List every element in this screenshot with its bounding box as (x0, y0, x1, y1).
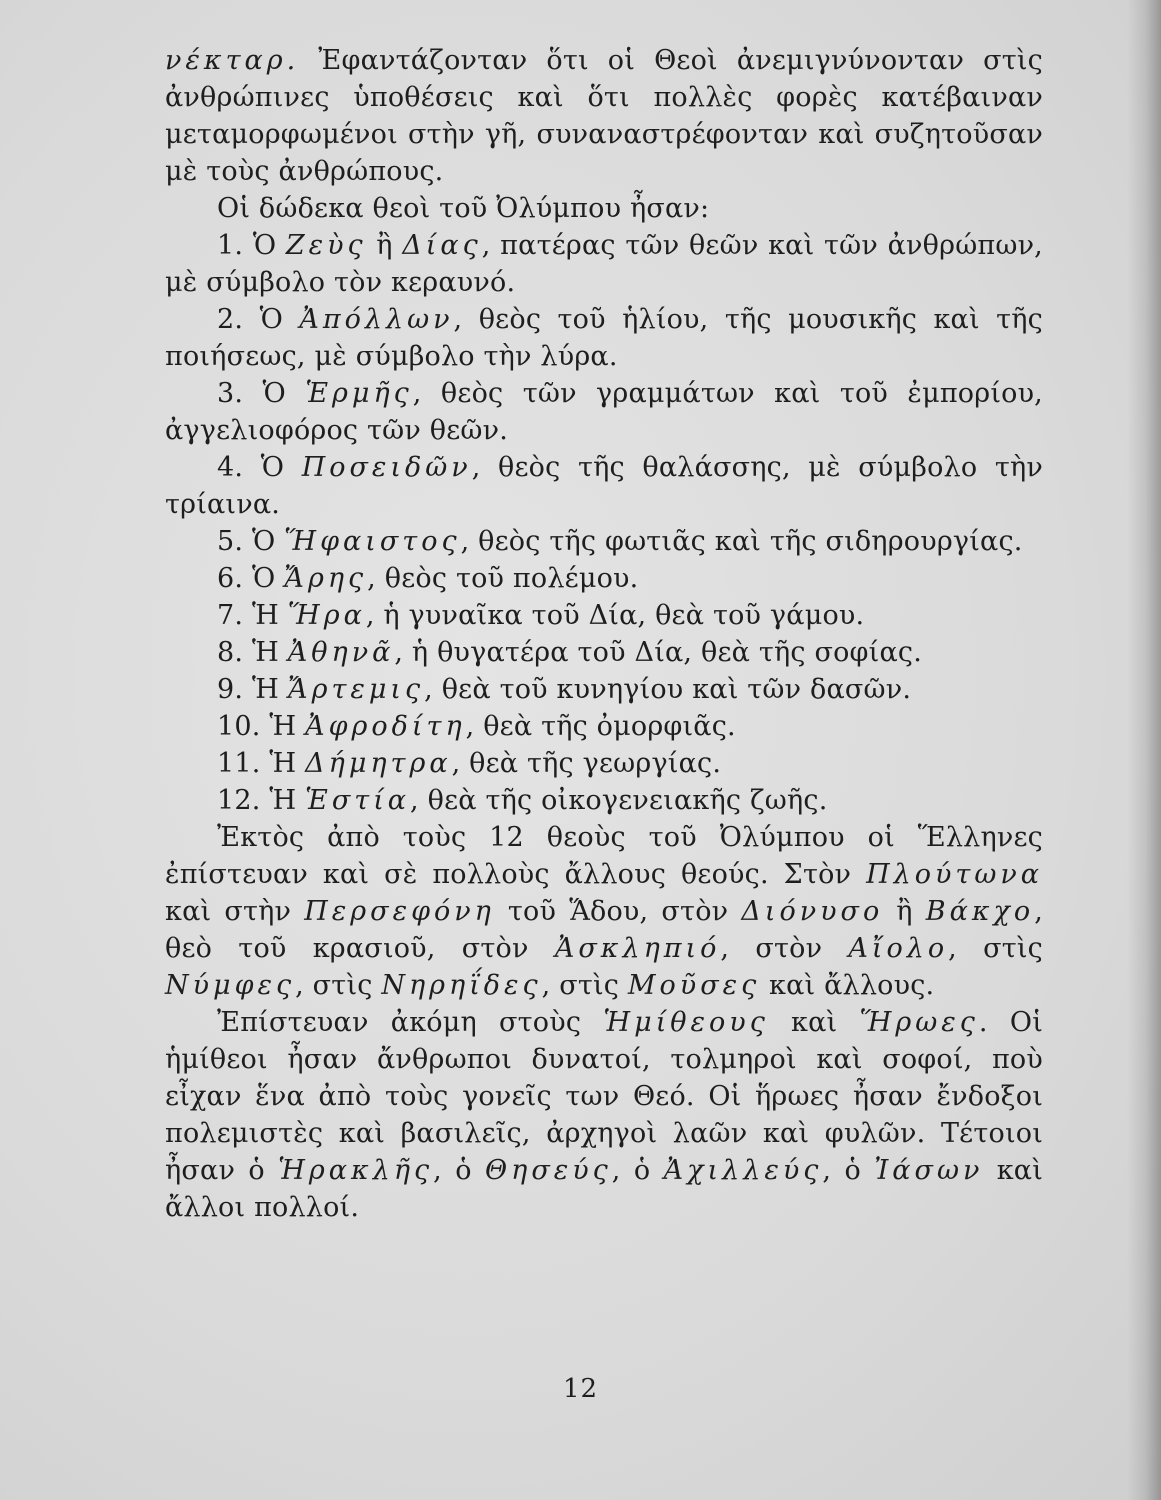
item-number: 5. (217, 526, 244, 557)
item-article: Ἡ (251, 637, 279, 668)
item-article: Ἡ (251, 600, 279, 631)
other-gods-paragraph (165, 819, 1043, 1004)
text-run: καὶ ἄλλοι πολλοί. (165, 1155, 1043, 1223)
item-article: Ὁ (251, 563, 276, 594)
deity-name: Ἀσκληπιό (554, 933, 721, 964)
deity-name: Νύμφες (165, 970, 296, 1001)
item-number: 1. (217, 230, 244, 261)
deity-name: Βάκχο (925, 896, 1035, 927)
god-name: Ἄρης (284, 563, 368, 594)
text-run: , ὁ (822, 1155, 875, 1186)
god-name: Ζεὺς (285, 230, 367, 261)
gods-list (165, 227, 1043, 819)
item-article: Ὁ (260, 452, 285, 483)
item-number: 4. (217, 452, 244, 483)
hero-name: Ἡρακλῆς (278, 1155, 434, 1186)
list-item (165, 634, 1043, 671)
item-article: Ἡ (269, 785, 297, 816)
god-name: Ἄρτεμις (287, 674, 425, 705)
god-description: , θεὸς τῆς θαλάσσης, μὲ σύμβολο τὴν τρίαινα. (165, 452, 1043, 520)
text-run: , ὁ (433, 1155, 486, 1186)
text-run: , στὶς (948, 933, 1043, 964)
hero-name: Ἀχιλλεύς (663, 1155, 823, 1186)
list-item (165, 375, 1043, 449)
god-description: , θεὸς τοῦ ἡλίου, τῆς μουσικῆς καὶ τῆς ποιήσεως, μὲ σύμβολο τὴν λύρα. (165, 304, 1043, 372)
text-run: , στὶς (541, 970, 628, 1001)
hero-name: Θησεύς (485, 1155, 612, 1186)
deity-name: Νηρηΐδες (381, 970, 542, 1001)
list-item (165, 523, 1043, 560)
page-text (165, 42, 1043, 1226)
hero-term: Ἥρωες (859, 1007, 979, 1038)
text-run: Ἐκτὸς ἀπὸ τοὺς 12 θεοὺς τοῦ Ὀλύμπου οἱ Ἕλληνες ἐπίστευαν καὶ σὲ πολλοὺς ἄλλους θεούς. Στὸν (165, 822, 1043, 890)
god-description: , θεὸς τῆς φωτιᾶς καὶ τῆς σιδηρουργίας. (460, 526, 1023, 557)
text-run: ἢ (883, 896, 926, 927)
god-name: Ἥρα (287, 600, 366, 631)
item-number: 8. (217, 637, 244, 668)
god-description: , ἡ θυγατέρα τοῦ Δία, θεὰ τῆς σοφίας. (394, 637, 922, 668)
item-number: 10. (217, 711, 261, 742)
god-description: , θεὸς τῶν γραμμάτων καὶ τοῦ ἐμπορίου, ἀγγελιοφόρος τῶν θεῶν. (165, 378, 1043, 446)
list-item (165, 301, 1043, 375)
deity-name: Διόνυσο (741, 896, 884, 927)
item-number: 2. (217, 304, 244, 335)
list-item (165, 227, 1043, 301)
deity-name: Μοῦσες (627, 970, 761, 1001)
list-item (165, 560, 1043, 597)
text-run: καὶ ἄλλους. (760, 970, 935, 1001)
item-article: Ὁ (259, 304, 283, 335)
god-name: Ἑρμῆς (305, 378, 413, 409)
item-number: 12. (217, 785, 261, 816)
hero-term: Ἡμίθεους (603, 1007, 769, 1038)
god-description: , θεὸς τοῦ πολέμου. (367, 563, 639, 594)
item-number: 11. (217, 748, 261, 779)
god-name: Ποσειδῶν (301, 452, 472, 483)
intro-text: Ἐφαντάζονταν ὅτι οἱ Θεοὶ ἀνεμιγνύνονταν στὶς ἀνθρώπινες ὑποθέσεις καὶ ὅτι πολλὲς φορὲς κατέβαιναν μεταμορφωμένοι στὴν γῆ, συναναστρέφονταν καὶ συζητοῦσαν μὲ τοὺς ἀνθρώπους. (165, 45, 1043, 187)
god-description: , θεὰ τῆς ὀμορφιᾶς. (465, 711, 736, 742)
list-item (165, 745, 1043, 782)
god-description: , θεὰ τῆς γεωργίας. (451, 748, 722, 779)
list-item (165, 449, 1043, 523)
text-run: Ἐπίστευαν ἀκόμη στοὺς (217, 1007, 604, 1038)
intro-paragraph (165, 42, 1043, 190)
page-number: 12 (562, 1374, 599, 1404)
item-number: 9. (217, 674, 244, 705)
item-article: Ἡ (269, 711, 297, 742)
text-run: καὶ (768, 1007, 860, 1038)
text-run: , θεὸ τοῦ κρασιοῦ, στὸν (165, 896, 1043, 964)
text-run: τοῦ Ἅδου, στὸν (494, 896, 742, 927)
text-run: καὶ στὴν (165, 896, 305, 927)
deity-name: Αἴολο (848, 933, 949, 964)
text-run: . Οἱ ἡμίθεοι ἦσαν ἄνθρωποι δυνατοί, τολμηροὶ καὶ σοφοί, ποὺ εἶχαν ἕνα ἀπὸ τοὺς γονεῖς των Θεό. Οἱ ἥρωες ἦσαν ἔνδοξοι πολεμιστὲς καὶ βασιλεῖς, ἀρχηγοὶ λαῶν καὶ φυλῶν. Τέτοιοι ἦσαν ὁ (165, 1007, 1044, 1186)
god-name: Ἥφαιστος (284, 526, 461, 557)
item-article: Ὁ (262, 378, 286, 409)
god-name: Ἀθηνᾶ (287, 637, 395, 668)
page-edge-shadow (1127, 0, 1161, 1500)
item-article: Ὁ (252, 230, 277, 261)
god-description: , θεὰ τῆς οἰκογενειακῆς ζωῆς. (410, 785, 828, 816)
list-heading: Οἱ δώδεκα θεοὶ τοῦ Ὀλύμπου ἦσαν: (217, 193, 710, 224)
god-description: , πατέρας τῶν θεῶν καὶ τῶν ἀνθρώπων, μὲ σύμβολο τὸν κεραυνό. (165, 230, 1043, 298)
heroes-paragraph (165, 1004, 1043, 1226)
list-item (165, 708, 1043, 745)
text-run: , στὶς (295, 970, 382, 1001)
god-description: , θεὰ τοῦ κυνηγίου καὶ τῶν δασῶν. (424, 674, 912, 705)
intro-lead-word: νέκταρ. (165, 45, 300, 76)
god-name-alt: Δίας (402, 230, 482, 261)
text-run: , στὸν (720, 933, 849, 964)
item-number: 3. (217, 378, 244, 409)
deity-name: Πλούτωνα (866, 859, 1043, 890)
item-article: Ἡ (269, 748, 297, 779)
god-description: , ἡ γυναῖκα τοῦ Δία, θεὰ τοῦ γάμου. (365, 600, 865, 631)
list-item (165, 782, 1043, 819)
god-name: Ἑστία (305, 785, 411, 816)
hero-name: Ἰάσων (874, 1155, 984, 1186)
item-connector: ἢ (366, 230, 403, 261)
god-name: Ἀφροδίτη (305, 711, 466, 742)
god-name: Ἀπόλλων (299, 304, 454, 335)
item-article: Ἡ (251, 674, 279, 705)
item-number: 6. (217, 563, 244, 594)
list-item (165, 597, 1043, 634)
god-name: Δήμητρα (305, 748, 452, 779)
deity-name: Περσεφόνη (304, 896, 495, 927)
item-article: Ὁ (251, 526, 276, 557)
text-run: , ὁ (611, 1155, 664, 1186)
item-number: 7. (217, 600, 244, 631)
list-item (165, 671, 1043, 708)
